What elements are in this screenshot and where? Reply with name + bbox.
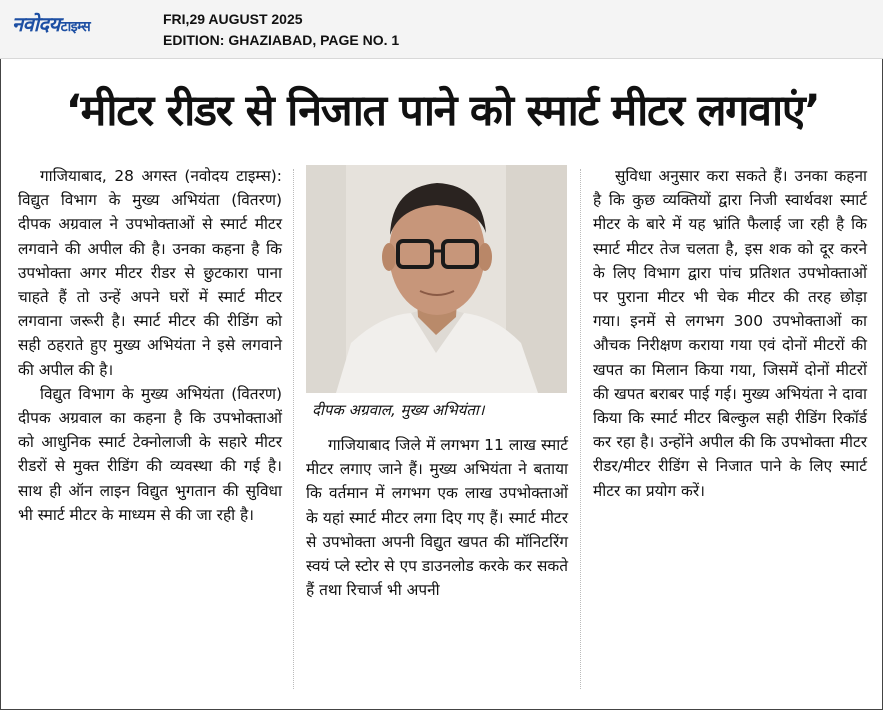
logo-subtext: टाइम्स — [60, 19, 91, 35]
paragraph: विद्युत विभाग के मुख्य अभियंता (वितरण) दीपक अग्रवाल का कहना है कि उपभोक्ताओं को आधुनिक स्मार्ट टेक्नोलाजी के सहारे मीटर रीडरों से मुक्त रीडिंग की व्यवस्था की गई है। साथ ही ऑन लाइन विद्युत भुगतान की सुविधा भी स्मार्ट मीटर के माध्यम से की जा रही है। — [18, 384, 282, 524]
column-divider — [293, 169, 294, 689]
article-column-1 — [18, 164, 282, 527]
paragraph: गाजियाबाद जिले में लगभग 11 लाख स्मार्ट मीटर लगाए जाने हैं। मुख्य अभियंता ने बताया कि वर्तमान में लगभग एक लाख उपभोक्ताओं के यहां स्मार्ट मीटर लगा दिए गए हैं। स्मार्ट मीटर से उपभोक्ता अपनी विद्युत खपत की मॉनिटरिंग स्वयं प्ले स्टोर से एप डाउनलोड करके कर सकते हैं तथा रिचार्ज भी अपनी — [306, 436, 568, 600]
paragraph: सुविधा अनुसार करा सकते हैं। उनका कहना है कि कुछ व्यक्तियों द्वारा निजी स्वार्थवश स्मार्ट मीटर के बारे में यह भ्रांति फैलाई जा रही है कि स्मार्ट मीटर तेज चलता है, इस शक को दूर करने के लिए विभाग द्वारा पांच प्रतिशत उपभोक्ताओं पर पुराना मीटर भी चेक मीटर की तरह छोड़ा गया। इनमें से लगभग 300 उपभोक्ताओं का औचक निरीक्षण कराया गया एवं दोनों मीटरों की खपत का मिलान किया गया, जिसमें दोनों मीटरों की खपत बराबर पाई गई। मुख्य अभियंता ने दावा किया कि स्मार्ट मीटर बिल्कुल सही रीडिंग रिकॉर्ड कर रहा है। उन्होंने अपील की कि उपभोक्ता मीटर रीडर/मीटर रीडिंग से निजात पाने के लिए स्मार्ट मीटर का प्रयोग करें। — [593, 167, 867, 500]
article-column-2 — [306, 433, 568, 602]
masthead-bar — [0, 0, 883, 59]
newspaper-logo[interactable] — [12, 10, 90, 37]
paragraph: गाजियाबाद, 28 अगस्त (नवोदय टाइम्स): विद्युत विभाग के मुख्य अभियंता (वितरण) दीपक अग्रवाल ने उपभोक्ताओं से स्मार्ट मीटर लगवाने की अपील की है। उनका कहना है कि उपभोक्ता अगर मीटर रीडर से छुटकारा पाना चाहते हैं तो उन्हें अपने घरों में स्मार्ट मीटर लगवाना जरूरी है। स्मार्ट मीटर की रीडिंग को सही ठहराते हुए मुख्य अभियंता ने इसे लगवाने की अपील की है। — [18, 167, 282, 379]
article-column-3 — [593, 164, 867, 503]
column-divider — [580, 169, 581, 689]
date-line: FRI,29 AUGUST 2025 — [163, 11, 303, 27]
article-clipping — [0, 59, 883, 710]
edition-info — [163, 9, 399, 51]
photo-caption: दीपक अग्रवाल, मुख्य अभियंता। — [312, 401, 485, 419]
article-headline: ‘मीटर रीडर से निजात पाने को स्मार्ट मीटर लगवाएं’ — [65, 86, 820, 136]
portrait-illustration — [306, 165, 567, 393]
portrait-photo — [306, 165, 567, 393]
logo-text: नवोदय — [12, 12, 60, 36]
edition-line: EDITION: GHAZIABAD, PAGE NO. 1 — [163, 32, 400, 48]
